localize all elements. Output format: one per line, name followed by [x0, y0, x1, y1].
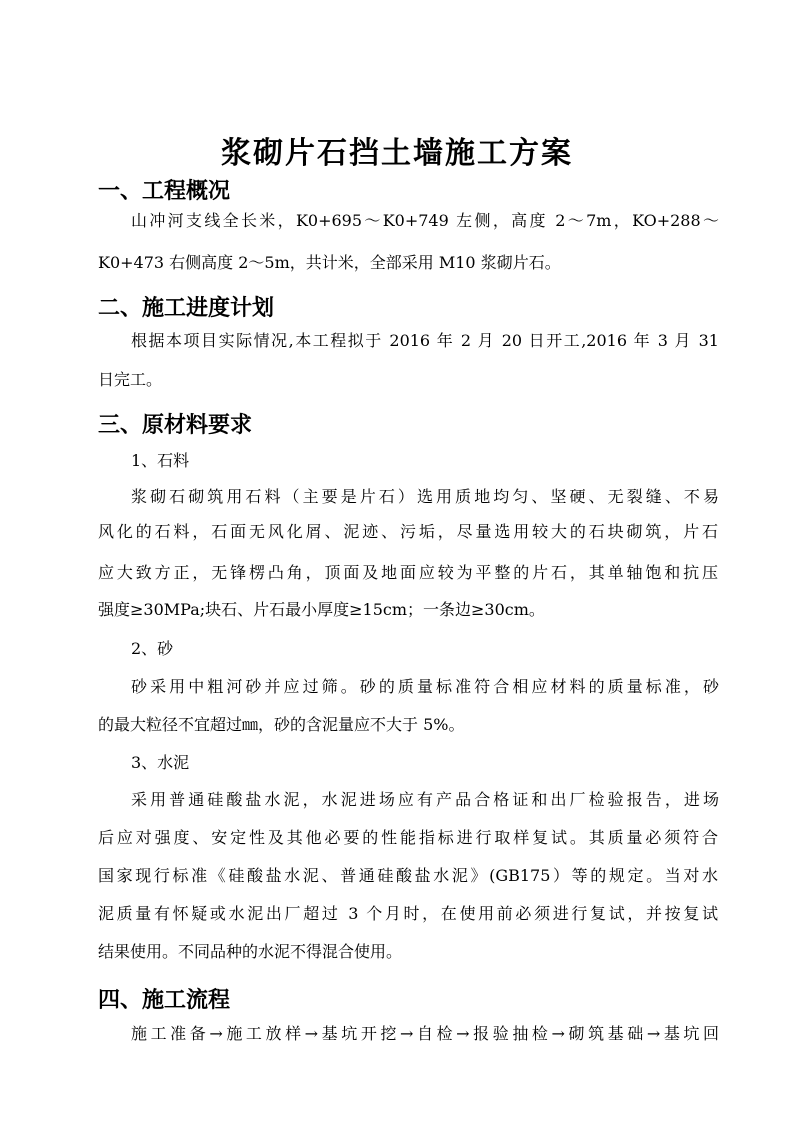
section-heading-overview: 一、工程概况 [98, 178, 231, 204]
subsection-label-sand: 2、砂 [131, 639, 174, 658]
paragraph-line: 应大致方正，无锋楞凸角，顶面及地面应较为平整的片石，其单轴饱和抗压 [98, 563, 718, 582]
paragraph-line: 砂采用中粗河砂并应过筛。砂的质量标准符合相应材料的质量标准，砂 [131, 677, 719, 696]
paragraph-line: K0+473 右侧高度 2～5m，共计米，全部采用 M10 浆砌片石。 [98, 253, 561, 272]
section-heading-process: 四、施工流程 [98, 987, 231, 1013]
paragraph-line: 根据本项目实际情况,本工程拟于 2016 年 2 月 20 日开工,2016 年 3 月 31 [131, 331, 719, 350]
paragraph-line: 风化的石料，石面无风化屑、泥迹、污垢，尽量选用较大的石块砌筑，片石 [98, 522, 718, 541]
subsection-label-stone: 1、石料 [131, 451, 190, 470]
paragraph-line: 强度≥30MPa;块石、片石最小厚度≥15cm；一条边≥30cm。 [98, 600, 545, 619]
paragraph-line: 结果使用。不同品种的水泥不得混合使用。 [98, 942, 403, 961]
subsection-label-cement: 3、水泥 [131, 753, 190, 772]
paragraph-line: 施工准备→施工放样→基坑开挖→自检→报验抽检→砌筑基础→基坑回 [131, 1024, 719, 1043]
paragraph-line: 后应对强度、安定性及其他必要的性能指标进行取样复试。其质量必须符合 [98, 828, 718, 847]
paragraph-line: 的最大粒径不宜超过㎜，砂的含泥量应不大于 5%。 [98, 715, 465, 734]
paragraph-line: 山冲河支线全长米，K0+695～K0+749 左侧，高度 2～7m，KO+288～ [131, 211, 719, 230]
document-title: 浆砌片石挡土墙施工方案 [221, 136, 573, 171]
paragraph-line: 国家现行标准《硅酸盐水泥、普通硅酸盐水泥》(GB175）等的规定。当对水 [98, 866, 718, 885]
section-heading-schedule: 二、施工进度计划 [98, 295, 275, 321]
paragraph-line: 泥质量有怀疑或水泥出厂超过 3 个月时，在使用前必须进行复试，并按复试 [98, 904, 718, 923]
paragraph-line: 日完工。 [98, 370, 163, 389]
paragraph-line: 采用普通硅酸盐水泥，水泥进场应有产品合格证和出厂检验报告，进场 [131, 790, 719, 809]
paragraph-line: 浆砌石砌筑用石料（主要是片石）选用质地均匀、坚硬、无裂缝、不易 [131, 487, 719, 506]
section-heading-materials: 三、原材料要求 [98, 412, 253, 438]
